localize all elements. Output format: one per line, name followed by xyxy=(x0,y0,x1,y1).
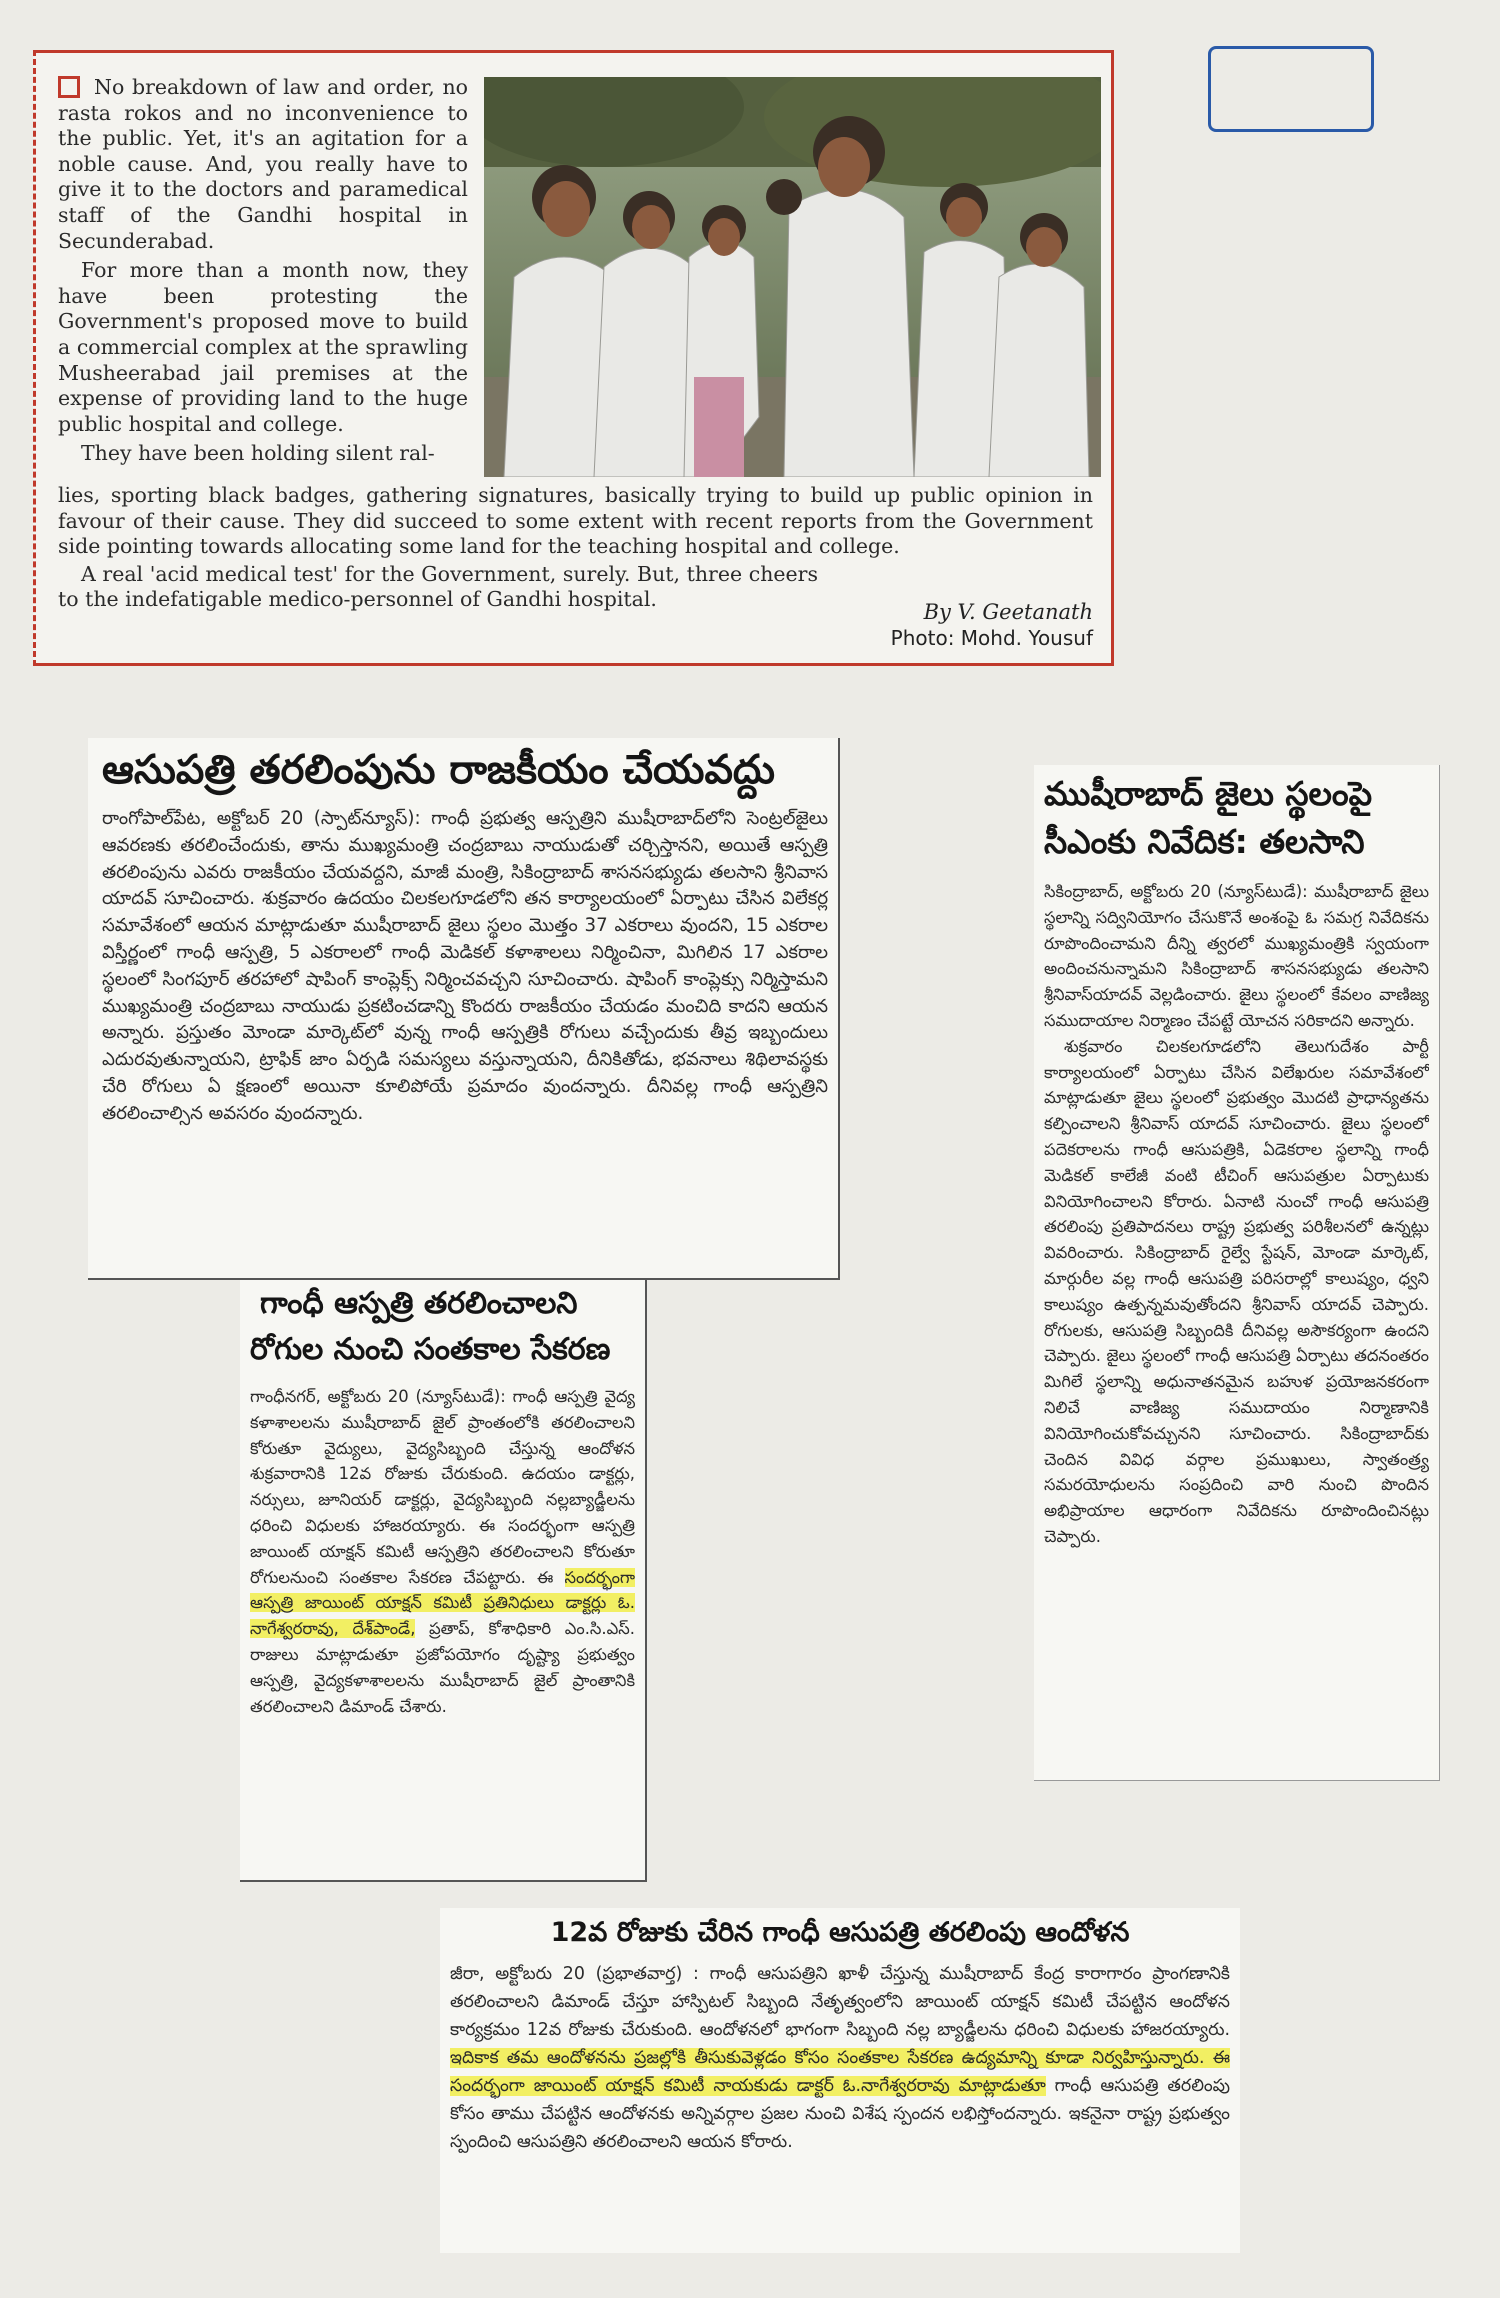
article-1-body: రాంగోపాల్‌పేట, అక్టోబర్ 20 (స్పాట్‌న్యూస్): గాంధీ ప్రభుత్వ ఆస్పత్రిని ముషీరాబాద్‌లోని సెంట్రల్‌జైలు ఆవరణకు తరలించేందుకు, తాను ముఖ్యమంత్రి చంద్రబాబు నాయుడుతో చర్చిస్తానని, అయితే ఆస్పత్రి తరలింపును ఎవరు రాజకీయం చేయవద్దని, మాజీ మంత్రి, సికింద్రాబాద్ శాసనసభ్యుడు తలసాని శ్రీనివాస యాదవ్ సూచించారు. శుక్రవారం ఉదయం చిలకలగూడలోని తన కార్యాలయంలో ఏర్పాటు చేసిన విలేకర్ల సమావేశంలో ఆయన మాట్లాడుతూ ముషీరాబాద్ జైలు స్థలం మొత్తం 37 ఎకరాలు వుందని, 15 ఎకరాల విస్తీర్ణంలో గాంధీ ఆస్పత్రి, 5 ఎకరాలలో గాంధీ మెడికల్ కళాశాలలు నిర్మించినా, మిగిలిన 17 ఎకరాల స్థలంలో సింగపూర్ తరహాలో షాపింగ్ కాంప్లెక్స్ నిర్మించవచ్చని సూచించారు. షాపింగ్ కాంప్లెక్సు నిర్మిస్తామని ముఖ్యమంత్రి చంద్రబాబు నాయుడు ప్రకటించడాన్ని కొందరు రాజకీయం చేయడం మంచిది కాదని ఆయన అన్నారు. ప్రస్తుతం మోండా మార్కెట్‌లో వున్న గాంధీ ఆస్పత్రికి రోగులు వచ్చేందుకు తీవ్ర ఇబ్బందులు ఎదురవుతున్నాయని, ట్రాఫిక్ జాం ఏర్పడి సమస్యలు వస్తున్నాయని, దీనికితోడు, భవనాలు శిథిలావస్థకు చేరి రోగులు ఏ క్షణంలో అయినా కూలిపోయే ప్రమాదం వుందన్నారు. దీనివల్ల గాంధీ ఆస్పత్రిని తరలించాల్సిన అవసరం వుందన్నారు. xyxy=(102,808,828,1124)
article-4-body xyxy=(450,1960,1230,2245)
photo-credit: Photo: Mohd. Yousuf xyxy=(890,626,1093,650)
article-2-paragraph-2: శుక్రవారం చిలకలగూడలోని తెలుగుదేశం పార్టీ కార్యాలయంలో ఏర్పాటు చేసిన విలేఖరుల సమావేశంలో మాట్లాడుతూ జైలు స్థలంలో ప్రభుత్వం మొదటి ప్రాధాన్యతను కల్పించాలని శ్రీనివాస్ యాదవ్ సూచించారు. జైలు స్థలంలో పదెకరాలను గాంధీ ఆసుపత్రికి, ఏడెకరాల స్థలాన్ని గాంధీ మెడికల్ కాలేజీ వంటి టీచింగ్ ఆసుపత్రుల ఏర్పాటుకు వినియోగించాలని కోరారు. ఏనాటి నుంచో గాంధీ ఆసుపత్రి తరలింపు ప్రతిపాదనలు రాష్ట్ర ప్రభుత్వ పరిశీలనలో ఉన్నట్లు వివరించారు. సికింద్రాబాద్ రైల్వే స్టేషన్, మోండా మార్కెట్, మార్గురీల వల్ల గాంధీ ఆసుపత్రి పరిసరాల్లో కాలుష్యం, ధ్వని కాలుష్యం ఉత్పన్నమవుతోందని శ్రీనివాస్ యాదవ్ చెప్పారు. రోగులకు, ఆసుపత్రి సిబ్బందికి దీనివల్ల అసౌకర్యంగా ఉందని చెప్పారు. జైలు స్థలంలో గాంధీ ఆసుపత్రి ఏర్పాటు తదనంతరం మిగిలే స్థలాన్ని అధునాతనమైన బహుళ ప్రయోజనకరంగా నిలిచే వాణిజ్య సముదాయం నిర్మాణానికి వినియోగించుకోవచ్చునని సూచించారు. సికింద్రాబాద్‌కు చెందిన వివిధ వర్గాల ప్రముఖులు, స్వాతంత్ర్య సమరయోధులను సంప్రదించి వారి నుంచి పొందిన అభిప్రాయాల ఆధారంగా నివేదికను రూపొందించినట్లు చెప్పారు. xyxy=(1044,1036,1429,1546)
article-4-body-b: గాంధీ ఆసుపత్రి తరలింపు కోసం తాము చేపట్టిన ఆందోళనకు అన్నివర్గాల ప్రజల నుంచి విశేష స్పందన లభిస్తోందన్నారు. ఇకనైనా రాష్ట్ర ప్రభుత్వం స్పందించి ఆసుపత్రిని తరలించాలని ఆయన కోరారు. xyxy=(450,2076,1230,2152)
article-1-clipping xyxy=(88,738,840,1280)
article-4-body-a: జీరా, అక్టోబరు 20 (ప్రభాతవార్త) : గాంధీ ఆసుపత్రిని ఖాళీ చేస్తున్న ముషీరాబాద్ కేంద్ర కారాగారం ప్రాంగణానికి తరలించాలని డిమాండ్ చేస్తూ హాస్పిటల్ సిబ్బంది నేతృత్వంలోని జాయింట్ యాక్షన్ కమిటీ చేపట్టిన ఆందోళన కార్యక్రమం 12వ రోజుకు చేరుకుంది. ఆందోళనలో భాగంగా సిబ్బంది నల్ల బ్యాడ్జీలను ధరించి విధులకు హాజరయ్యారు. xyxy=(450,1964,1230,2040)
article-2-headline-line-2: సీఎంకు నివేదిక: తలసాని xyxy=(1044,822,1365,861)
article-2-body xyxy=(1044,879,1429,1769)
article-2-paragraph-1: సికింద్రాబాద్, అక్టోబరు 20 (న్యూస్‌టుడే): ముషీరాబాద్ జైలు స్థలాన్ని సద్వినియోగం చేసుకొనే అంశంపై ఓ సమగ్ర నివేదికను రూపొందించామని దీన్ని త్వరలో ముఖ్యమంత్రికి స్వయంగా అందించనున్నామని సికింద్రాబాద్ శాసనసభ్యుడు తలసాని శ్రీనివాస్‌యాదవ్ వెల్లడించారు. జైలు స్థలంలో కేవలం వాణిజ్య సముదాయాల నిర్మాణం చేపట్టే యోచన సరికాదని అన్నారు. xyxy=(1044,882,1429,1030)
article-1-headline: ఆసుపత్రి తరలింపును రాజకీయం చేయవద్దు xyxy=(102,747,775,793)
byline-block xyxy=(891,599,1093,651)
article-3-headline-line-1: గాంధీ ఆస్పత్రి తరలించాలని xyxy=(260,1286,578,1321)
article-3-headline-line-2: రోగుల నుంచి సంతకాల సేకరణ xyxy=(250,1332,611,1367)
protest-photo xyxy=(484,77,1101,477)
article-3-body-b: ప్రతాప్, కోశాధికారి ఎం.సి.ఎస్. రాజులు మాట్లాడుతూ ప్రజోపయోగం దృష్ట్యా ప్రభుత్వం ఆస్పత్రి, వైద్యకళాశాలలను ముషీరాబాద్ జైల్ ప్రాంతానికి తరలించాలని డిమాండ్ చేశారు. xyxy=(250,1619,635,1716)
english-paragraph-3a: They have been holding silent ral- xyxy=(81,441,435,466)
english-clipping xyxy=(33,50,1114,666)
article-2-headline-line-1: ముషీరాబాద్ జైలు స్థలంపై xyxy=(1044,774,1373,813)
english-paragraph-2: For more than a month now, they have been protesting the Government's proposed move to build a commercial complex at the sprawling Musheerabad jail premises at the expense of providing land to the huge public hospital and college. xyxy=(58,258,468,436)
english-column-wide xyxy=(58,483,1093,613)
stamp-box xyxy=(1208,46,1374,132)
article-3-body-highlight: సందర్భంగా ఆస్పత్రి జాయింట్ యాక్షన్ కమిటీ ప్రతినిధులు డాక్టర్లు ఓ. నాగేశ్వరరావు, దేశ్‌పాండే, xyxy=(250,1567,635,1639)
article-3-clipping xyxy=(240,1280,647,1882)
article-3-body-a: గాంధీనగర్, అక్టోబరు 20 (న్యూస్‌టుడే): గాంధీ ఆస్పత్రి వైద్య కళాశాలలను ముషీరాబాద్ జైల్ ప్రాంతంలోకి తరలించాలని కోరుతూ వైద్యులు, వైద్యసిబ్బంది చేస్తున్న ఆందోళన శుక్రవారానికి 12వ రోజుకు చేరుకుంది. ఉదయం డాక్టర్లు, నర్సులు, జూనియర్ డాక్టర్లు, వైద్యసిబ్బంది నల్లబ్యాడ్జీలను ధరించి విధులకు హాజరయ్యారు. ఈ సందర్భంగా ఆస్పత్రి జాయింట్ యాక్షన్ కమిటీ ఆస్పత్రిని తరలించాలని కోరుతూ రోగులనుంచి సంతకాల సేకరణ చేపట్టారు. ఈ xyxy=(250,1387,635,1587)
english-column-left xyxy=(58,75,468,467)
english-paragraph-1: No breakdown of law and order, no rasta rokos and no inconvenience to the public. Yet, it's an agitation for a noble cause. And, you really have to give it to the doctors and paramedical staff of the Gandhi hospital in Secunderabad. xyxy=(58,75,468,253)
article-4-body-highlight: ఇదికాక తమ ఆందోళనను ప్రజల్లోకి తీసుకువెళ్లడం కోసం సంతకాల సేకరణ ఉద్యమాన్ని కూడా నిర్వహిస్తున్నారు. ఈ సందర్భంగా జాయింట్ యాక్షన్ కమిటీ నాయకుడు డాక్టర్ ఓ.నాగేశ్వరరావు మాట్లాడుతూ xyxy=(450,2048,1230,2096)
article-4-headline: 12వ రోజుకు చేరిన గాంధీ ఆసుపత్రి తరలింపు ఆందోళన xyxy=(550,1917,1130,1948)
square-bullet-icon xyxy=(58,76,80,98)
english-paragraph-4: A real 'acid medical test' for the Government, surely. But, three cheers to the indefatigable medico-personnel of Gandhi hospital. xyxy=(58,561,818,612)
article-3-body xyxy=(250,1384,635,1870)
article-2-clipping xyxy=(1034,765,1440,1781)
article-4-clipping xyxy=(440,1908,1240,2253)
doctors-protest-image xyxy=(484,77,1101,477)
english-paragraph-3b: lies, sporting black badges, gathering signatures, basically trying to build up public opinion in favour of their cause. They did succeed to some extent with recent reports from the Government side pointing towards allocating some land for the teaching hospital and college. xyxy=(58,483,1093,559)
byline: By V. Geetanath xyxy=(923,600,1093,624)
